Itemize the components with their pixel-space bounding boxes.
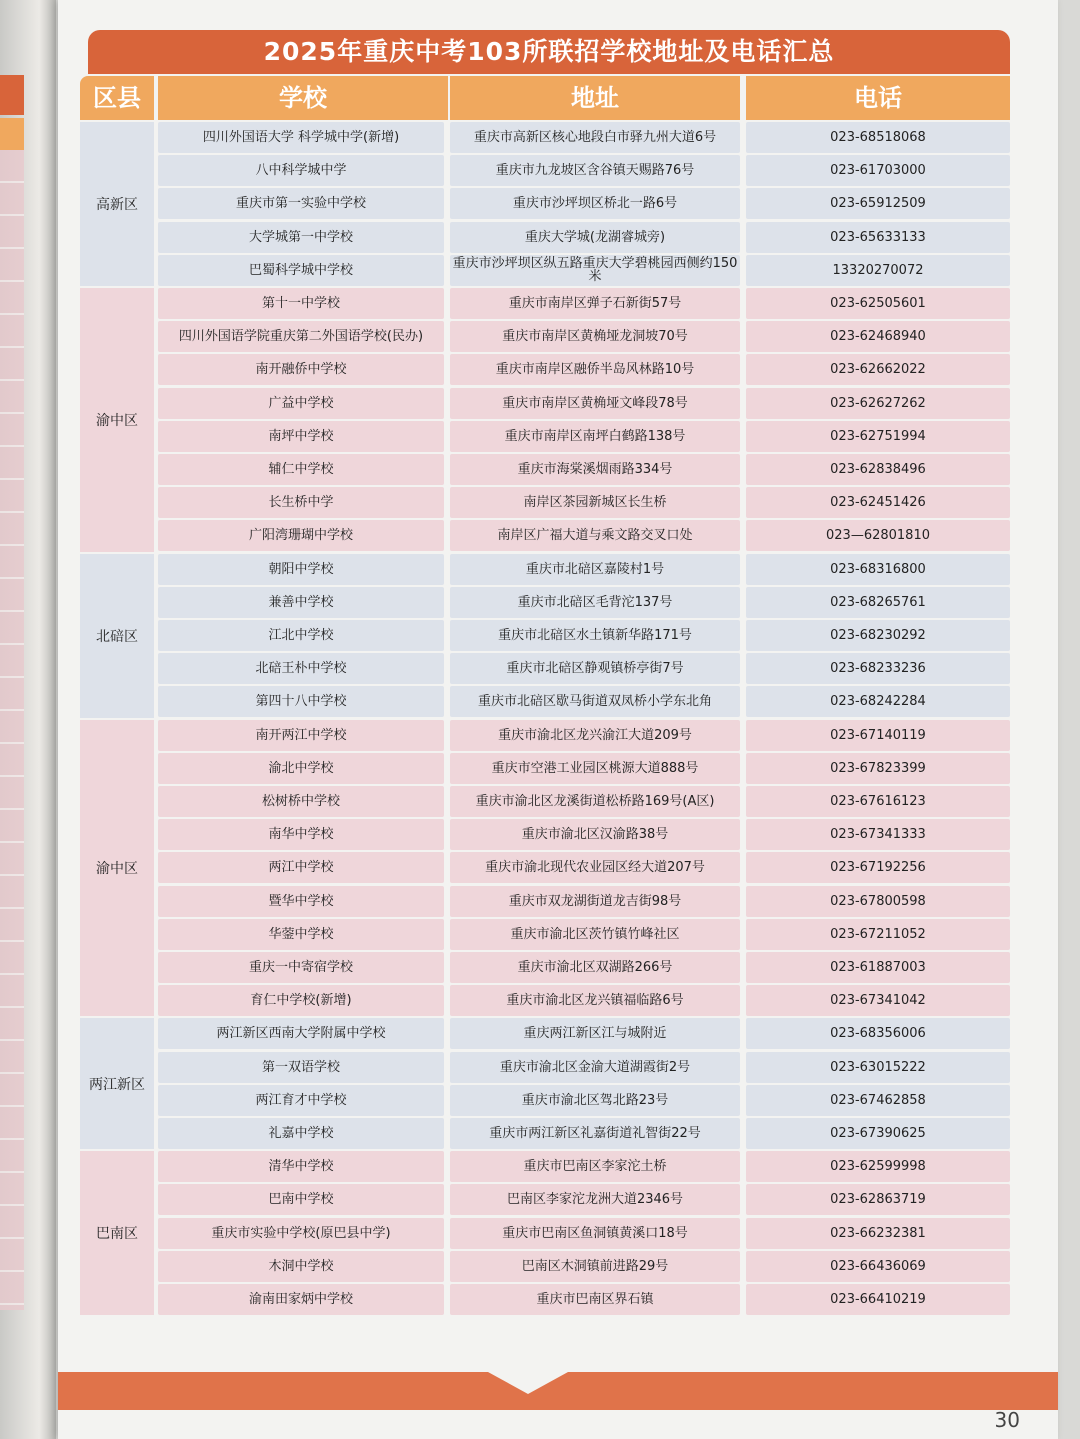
- school-cell: 兼善中学校: [158, 587, 444, 618]
- table-row: [158, 985, 1010, 1016]
- phone-cell: 023—62801810: [746, 520, 1010, 551]
- table-row: [158, 155, 1010, 186]
- school-cell: 四川外国语大学 科学城中学(新增): [158, 122, 444, 153]
- table-row: [158, 1184, 1010, 1215]
- table-header: [80, 76, 1010, 120]
- previous-page-title-strip: [0, 75, 24, 115]
- phone-cell: 023-62751994: [746, 421, 1010, 452]
- school-cell: 渝北中学校: [158, 753, 444, 784]
- previous-page-header-strip: [0, 118, 24, 150]
- address-cell: 重庆市沙坪坝区桥北一路6号: [450, 188, 740, 219]
- district-cell: 渝中区: [80, 720, 154, 1017]
- school-cell: 辅仁中学校: [158, 454, 444, 485]
- school-cell: 巴南中学校: [158, 1184, 444, 1215]
- school-cell: 大学城第一中学校: [158, 222, 444, 253]
- school-cell: 松树桥中学校: [158, 786, 444, 817]
- school-cell: 两江新区西南大学附属中学校: [158, 1018, 444, 1049]
- address-cell: 重庆市巴南区李家沱土桥: [450, 1151, 740, 1182]
- address-cell: 巴南区李家沱龙洲大道2346号: [450, 1184, 740, 1215]
- phone-cell: 023-66232381: [746, 1218, 1010, 1249]
- table-row: [158, 952, 1010, 983]
- phone-cell: 023-68356006: [746, 1018, 1010, 1049]
- phone-cell: 023-67211052: [746, 919, 1010, 950]
- phone-cell: 023-67462858: [746, 1085, 1010, 1116]
- address-cell: 重庆市双龙湖街道龙吉街98号: [450, 886, 740, 917]
- address-cell: 南岸区广福大道与乘文路交叉口处: [450, 520, 740, 551]
- phone-cell: 023-67341333: [746, 819, 1010, 850]
- table-row: [158, 587, 1010, 618]
- table-row: [158, 620, 1010, 651]
- district-cell: 两江新区: [80, 1018, 154, 1149]
- phone-cell: 023-66410219: [746, 1284, 1010, 1315]
- table-row: [158, 554, 1010, 585]
- school-cell: 北碚王朴中学校: [158, 653, 444, 684]
- address-cell: 重庆市南岸区黄桷垭龙洞坡70号: [450, 321, 740, 352]
- previous-page-rows: [0, 150, 24, 1310]
- address-cell: 重庆市九龙坡区含谷镇天赐路76号: [450, 155, 740, 186]
- table-row: [158, 354, 1010, 385]
- table-row: [158, 122, 1010, 153]
- school-cell: 两江育才中学校: [158, 1085, 444, 1116]
- table-row: [158, 520, 1010, 551]
- header-school: 学校: [158, 76, 448, 120]
- phone-cell: 023-68316800: [746, 554, 1010, 585]
- phone-cell: 023-62662022: [746, 354, 1010, 385]
- table-row: [158, 388, 1010, 419]
- phone-cell: 023-66436069: [746, 1251, 1010, 1282]
- address-cell: 重庆市渝北区双湖路266号: [450, 952, 740, 983]
- address-cell: 重庆市渝北区茨竹镇竹峰社区: [450, 919, 740, 950]
- address-cell: 重庆市渝北区龙兴渝江大道209号: [450, 720, 740, 751]
- table-row: [158, 852, 1010, 883]
- address-cell: 重庆市北碚区歇马街道双凤桥小学东北角: [450, 686, 740, 717]
- table-row: [158, 222, 1010, 253]
- school-cell: 广阳湾珊瑚中学校: [158, 520, 444, 551]
- address-cell: 重庆市南岸区融侨半岛风林路10号: [450, 354, 740, 385]
- address-cell: 重庆市南岸区弹子石新街57号: [450, 288, 740, 319]
- header-district: 区县: [80, 76, 154, 120]
- table-row: [158, 487, 1010, 518]
- phone-cell: 023-63015222: [746, 1052, 1010, 1083]
- district-cell: 渝中区: [80, 288, 154, 552]
- school-cell: 南开两江中学校: [158, 720, 444, 751]
- phone-cell: 023-61703000: [746, 155, 1010, 186]
- school-cell: 长生桥中学: [158, 487, 444, 518]
- table-row: [158, 1085, 1010, 1116]
- phone-cell: 13320270072: [746, 255, 1010, 286]
- phone-cell: 023-62505601: [746, 288, 1010, 319]
- table-row: [158, 786, 1010, 817]
- table-row: [158, 188, 1010, 219]
- previous-page-edge: [0, 0, 56, 1439]
- phone-cell: 023-61887003: [746, 952, 1010, 983]
- phone-cell: 023-67390625: [746, 1118, 1010, 1149]
- address-cell: 重庆市北碚区静观镇桥亭街7号: [450, 653, 740, 684]
- school-cell: 清华中学校: [158, 1151, 444, 1182]
- school-cell: 朝阳中学校: [158, 554, 444, 585]
- school-cell: 南华中学校: [158, 819, 444, 850]
- school-cell: 四川外国语学院重庆第二外国语学校(民办): [158, 321, 444, 352]
- table-row: [158, 1251, 1010, 1282]
- table-row: [158, 1118, 1010, 1149]
- phone-cell: 023-62863719: [746, 1184, 1010, 1215]
- phone-cell: 023-68242284: [746, 686, 1010, 717]
- phone-cell: 023-67616123: [746, 786, 1010, 817]
- page-title: 2025年重庆中考103所联招学校地址及电话汇总: [88, 30, 1010, 74]
- address-cell: 重庆市沙坪坝区纵五路重庆大学碧桃园西侧约150米: [450, 255, 740, 286]
- school-cell: 暨华中学校: [158, 886, 444, 917]
- address-cell: 重庆市空港工业园区桃源大道888号: [450, 753, 740, 784]
- phone-cell: 023-67140119: [746, 720, 1010, 751]
- table-row: [158, 686, 1010, 717]
- address-cell: 重庆市渝北区汉渝路38号: [450, 819, 740, 850]
- table-row: [158, 653, 1010, 684]
- address-cell: 重庆市海棠溪烟雨路334号: [450, 454, 740, 485]
- school-cell: 南坪中学校: [158, 421, 444, 452]
- school-cell: 两江中学校: [158, 852, 444, 883]
- header-phone: 电话: [746, 76, 1010, 120]
- table-row: [158, 1284, 1010, 1315]
- school-cell: 巴蜀科学城中学校: [158, 255, 444, 286]
- address-cell: 巴南区木洞镇前进路29号: [450, 1251, 740, 1282]
- phone-cell: 023-62599998: [746, 1151, 1010, 1182]
- address-cell: 重庆市渝北区龙兴镇福临路6号: [450, 985, 740, 1016]
- address-cell: 重庆市南岸区南坪白鹤路138号: [450, 421, 740, 452]
- address-cell: 重庆市巴南区鱼洞镇黄溪口18号: [450, 1218, 740, 1249]
- school-cell: 江北中学校: [158, 620, 444, 651]
- address-cell: 重庆市渝北区金渝大道湖霞街2号: [450, 1052, 740, 1083]
- table-row: [158, 1151, 1010, 1182]
- address-cell: 南岸区茶园新城区长生桥: [450, 487, 740, 518]
- address-cell: 重庆市高新区核心地段白市驿九州大道6号: [450, 122, 740, 153]
- district-cell: 北碚区: [80, 554, 154, 718]
- table-row: [158, 1018, 1010, 1049]
- document-page: [58, 0, 1058, 1439]
- school-cell: 华蓥中学校: [158, 919, 444, 950]
- phone-cell: 023-67800598: [746, 886, 1010, 917]
- phone-cell: 023-65633133: [746, 222, 1010, 253]
- phone-cell: 023-68518068: [746, 122, 1010, 153]
- table-row: [158, 720, 1010, 751]
- table-row: [158, 753, 1010, 784]
- phone-cell: 023-68230292: [746, 620, 1010, 651]
- table-row: [158, 454, 1010, 485]
- school-cell: 渝南田家炳中学校: [158, 1284, 444, 1315]
- school-cell: 重庆市实验中学校(原巴县中学): [158, 1218, 444, 1249]
- table-row: [158, 919, 1010, 950]
- address-cell: 重庆市渝北区驾北路23号: [450, 1085, 740, 1116]
- table-row: [158, 421, 1010, 452]
- address-cell: 重庆大学城(龙湖睿城旁): [450, 222, 740, 253]
- address-cell: 重庆市北碚区毛背沱137号: [450, 587, 740, 618]
- phone-cell: 023-67192256: [746, 852, 1010, 883]
- school-cell: 重庆一中寄宿学校: [158, 952, 444, 983]
- address-cell: 重庆两江新区江与城附近: [450, 1018, 740, 1049]
- table-row: [158, 288, 1010, 319]
- phone-cell: 023-62468940: [746, 321, 1010, 352]
- school-cell: 第四十八中学校: [158, 686, 444, 717]
- phone-cell: 023-62838496: [746, 454, 1010, 485]
- address-cell: 重庆市渝北区龙溪街道松桥路169号(A区): [450, 786, 740, 817]
- school-cell: 木洞中学校: [158, 1251, 444, 1282]
- address-cell: 重庆市两江新区礼嘉街道礼智街22号: [450, 1118, 740, 1149]
- address-cell: 重庆市巴南区界石镇: [450, 1284, 740, 1315]
- phone-cell: 023-67341042: [746, 985, 1010, 1016]
- table-row: [158, 819, 1010, 850]
- school-cell: 南开融侨中学校: [158, 354, 444, 385]
- header-address: 地址: [450, 76, 740, 120]
- table-row: [158, 886, 1010, 917]
- table-row: [158, 1218, 1010, 1249]
- page-number: 30: [994, 1408, 1020, 1432]
- phone-cell: 023-65912509: [746, 188, 1010, 219]
- district-cell: 巴南区: [80, 1151, 154, 1315]
- phone-cell: 023-67823399: [746, 753, 1010, 784]
- school-cell: 第十一中学校: [158, 288, 444, 319]
- phone-cell: 023-68265761: [746, 587, 1010, 618]
- table-row: [158, 321, 1010, 352]
- school-cell: 第一双语学校: [158, 1052, 444, 1083]
- address-cell: 重庆市北碚区水土镇新华路171号: [450, 620, 740, 651]
- school-cell: 广益中学校: [158, 388, 444, 419]
- footer-notch: [488, 1372, 568, 1394]
- address-cell: 重庆市北碚区嘉陵村1号: [450, 554, 740, 585]
- address-cell: 重庆市渝北现代农业园区经大道207号: [450, 852, 740, 883]
- phone-cell: 023-68233236: [746, 653, 1010, 684]
- school-cell: 礼嘉中学校: [158, 1118, 444, 1149]
- school-cell: 育仁中学校(新增): [158, 985, 444, 1016]
- table-row: [158, 255, 1010, 286]
- district-cell: 高新区: [80, 122, 154, 286]
- school-cell: 八中科学城中学: [158, 155, 444, 186]
- school-cell: 重庆市第一实验中学校: [158, 188, 444, 219]
- phone-cell: 023-62627262: [746, 388, 1010, 419]
- phone-cell: 023-62451426: [746, 487, 1010, 518]
- table-row: [158, 1052, 1010, 1083]
- address-cell: 重庆市南岸区黄桷垭文峰段78号: [450, 388, 740, 419]
